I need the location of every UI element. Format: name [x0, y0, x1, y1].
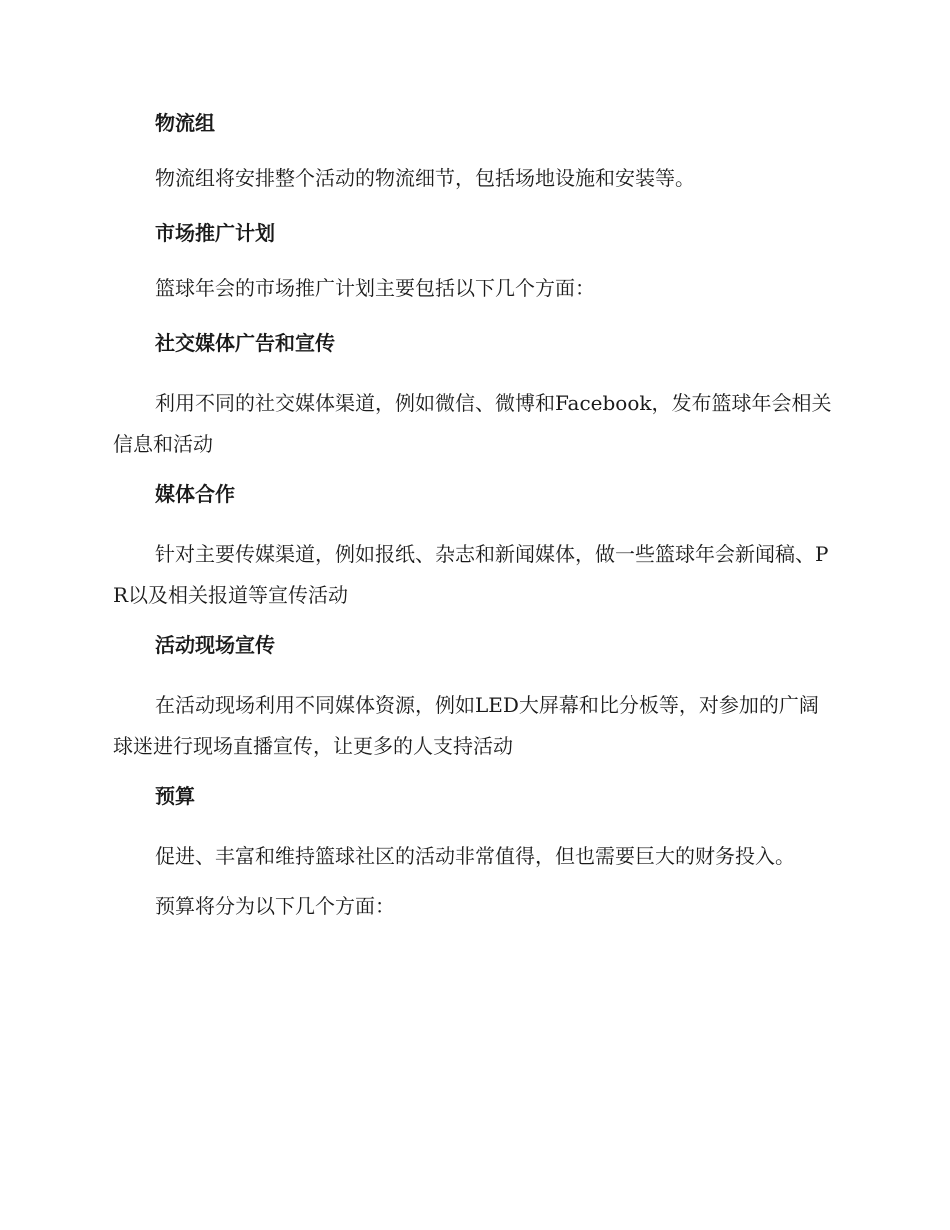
paragraph-budget-intro: 促进、丰富和维持篮球社区的活动非常值得，但也需要巨大的财务投入。 — [155, 844, 795, 868]
paragraph-marketing-plan: 篮球年会的市场推广计划主要包括以下几个方面： — [155, 276, 595, 300]
section-heading-media-cooperation: 媒体合作 — [155, 482, 235, 506]
document-body — [113, 108, 838, 946]
section-heading-social-media: 社交媒体广告和宣传 — [155, 331, 335, 355]
section-heading-logistics: 物流组 — [155, 111, 215, 135]
paragraph-logistics: 物流组将安排整个活动的物流细节，包括场地设施和安装等。 — [155, 166, 695, 190]
section-heading-marketing-plan: 市场推广计划 — [155, 221, 275, 245]
paragraph-social-media: 利用不同的社交媒体渠道，例如微信、微博和Facebook，发布篮球年会相关信息和活动 — [113, 391, 832, 456]
paragraph-budget-breakdown: 预算将分为以下几个方面： — [155, 894, 395, 918]
section-heading-budget: 预算 — [155, 784, 195, 808]
paragraph-media-cooperation: 针对主要传媒渠道，例如报纸、杂志和新闻媒体，做一些篮球年会新闻稿、PR以及相关报道等宣传活动 — [113, 542, 829, 607]
paragraph-onsite-promotion: 在活动现场利用不同媒体资源，例如LED大屏幕和比分板等，对参加的广阔球迷进行现场直播宣传，让更多的人支持活动 — [113, 693, 819, 758]
section-heading-onsite-promotion: 活动现场宣传 — [155, 633, 275, 657]
